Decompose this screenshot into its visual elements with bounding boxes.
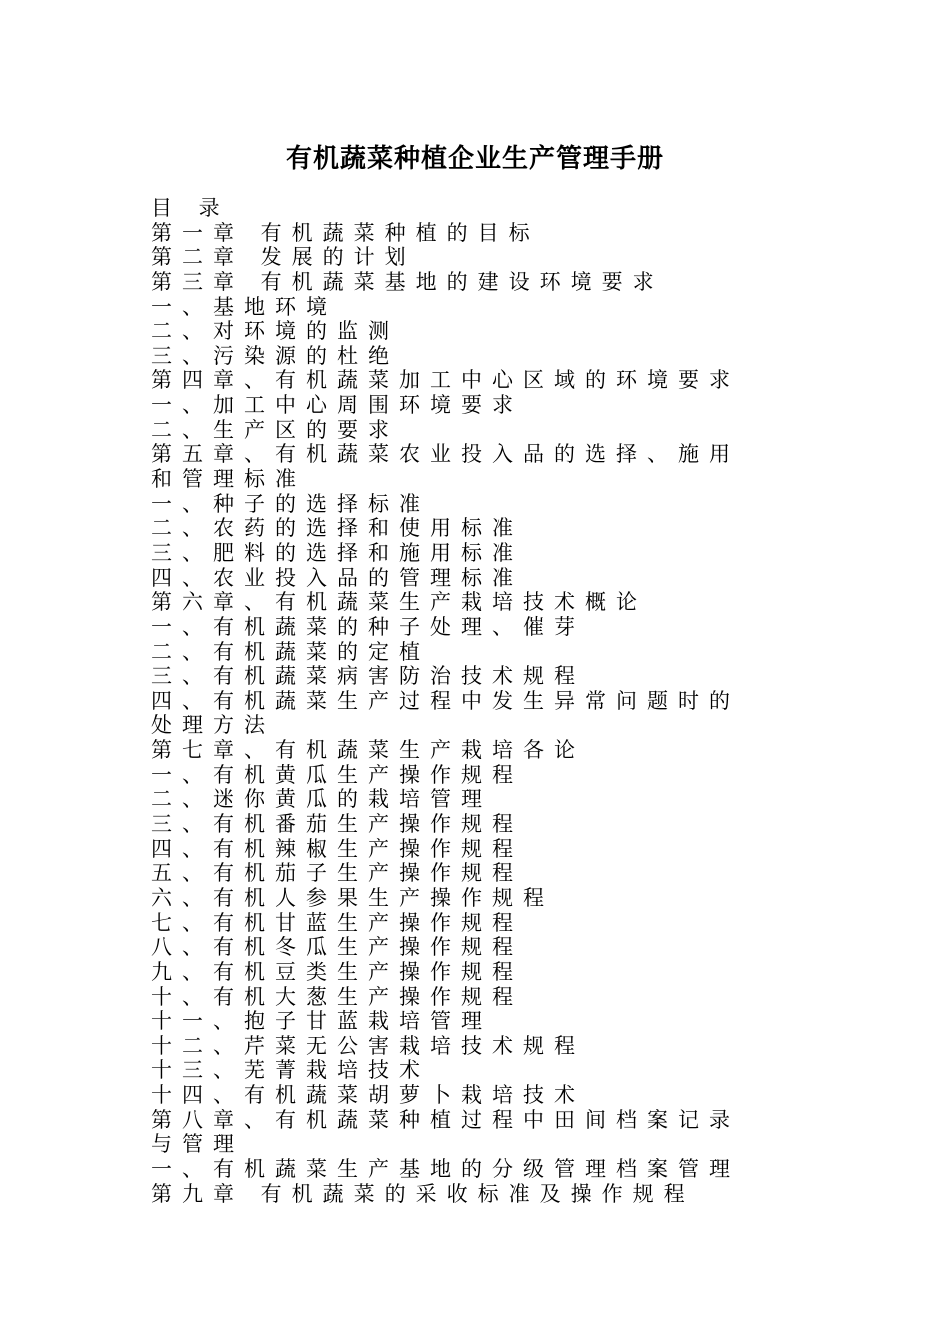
toc-entry: 第四章、有机蔬菜加工中心区域的环境要求	[151, 368, 740, 393]
toc-entry: 一、加工中心周围环境要求	[151, 393, 523, 418]
toc-entry: 十二、芹菜无公害栽培技术规程	[151, 1033, 585, 1058]
toc-entry: 第五章、有机蔬菜农业投入品的选择、施用	[151, 442, 740, 467]
toc-entry: 一、基地环境	[151, 294, 337, 319]
toc-entry: 处理方法	[151, 713, 275, 738]
toc-entry: 第二章 发展的计划	[151, 245, 416, 270]
toc-entry: 一、种子的选择标准	[151, 491, 430, 516]
toc-entry: 四、有机辣椒生产操作规程	[151, 836, 523, 861]
toc-entry: 和管理标准	[151, 467, 306, 492]
toc-entry: 与管理	[151, 1132, 244, 1157]
toc-entry: 十一、抱子甘蓝栽培管理	[151, 1009, 492, 1034]
toc-entry: 八、有机冬瓜生产操作规程	[151, 935, 523, 960]
toc-entry: 七、有机甘蓝生产操作规程	[151, 910, 523, 935]
toc-entry: 二、有机蔬菜的定植	[151, 639, 430, 664]
toc-entry: 第六章、有机蔬菜生产栽培技术概论	[151, 590, 647, 615]
toc-entry: 第一章 有机蔬菜种植的目标	[151, 220, 540, 245]
toc-entry: 三、有机蔬菜病害防治技术规程	[151, 664, 585, 689]
document-title: 有机蔬菜种植企业生产管理手册	[285, 144, 664, 174]
toc-heading: 目 录	[151, 196, 230, 220]
toc-entry: 第八章、有机蔬菜种植过程中田间档案记录	[151, 1107, 740, 1132]
toc-entry: 三、肥料的选择和施用标准	[151, 540, 523, 565]
toc-entry: 五、有机茄子生产操作规程	[151, 861, 523, 886]
toc-entry: 三、有机番茄生产操作规程	[151, 812, 523, 837]
toc-entry: 三、污染源的杜绝	[151, 343, 399, 368]
toc-entry: 四、农业投入品的管理标准	[151, 565, 523, 590]
toc-entry: 一、有机黄瓜生产操作规程	[151, 762, 523, 787]
toc-entry: 二、对环境的监测	[151, 319, 399, 344]
toc-entry: 十四、有机蔬菜胡萝卜栽培技术	[151, 1083, 585, 1108]
toc-entry: 十三、芜菁栽培技术	[151, 1058, 430, 1083]
toc-entry: 四、有机蔬菜生产过程中发生异常问题时的	[151, 688, 740, 713]
toc-entry: 第九章 有机蔬菜的采收标准及操作规程	[151, 1181, 695, 1206]
toc-entry: 二、生产区的要求	[151, 417, 399, 442]
toc-entry: 第三章 有机蔬菜基地的建设环境要求	[151, 269, 664, 294]
toc-entry: 二、农药的选择和使用标准	[151, 516, 523, 541]
toc-entry: 第七章、有机蔬菜生产栽培各论	[151, 738, 585, 763]
toc-entry: 十、有机大葱生产操作规程	[151, 984, 523, 1009]
table-of-contents	[151, 196, 799, 1206]
toc-entry: 一、有机蔬菜的种子处理、催芽	[151, 614, 585, 639]
toc-entry: 一、有机蔬菜生产基地的分级管理档案管理	[151, 1156, 740, 1181]
toc-entry: 九、有机豆类生产操作规程	[151, 959, 523, 984]
toc-entry: 二、迷你黄瓜的栽培管理	[151, 787, 492, 812]
toc-entry: 六、有机人参果生产操作规程	[151, 885, 554, 910]
